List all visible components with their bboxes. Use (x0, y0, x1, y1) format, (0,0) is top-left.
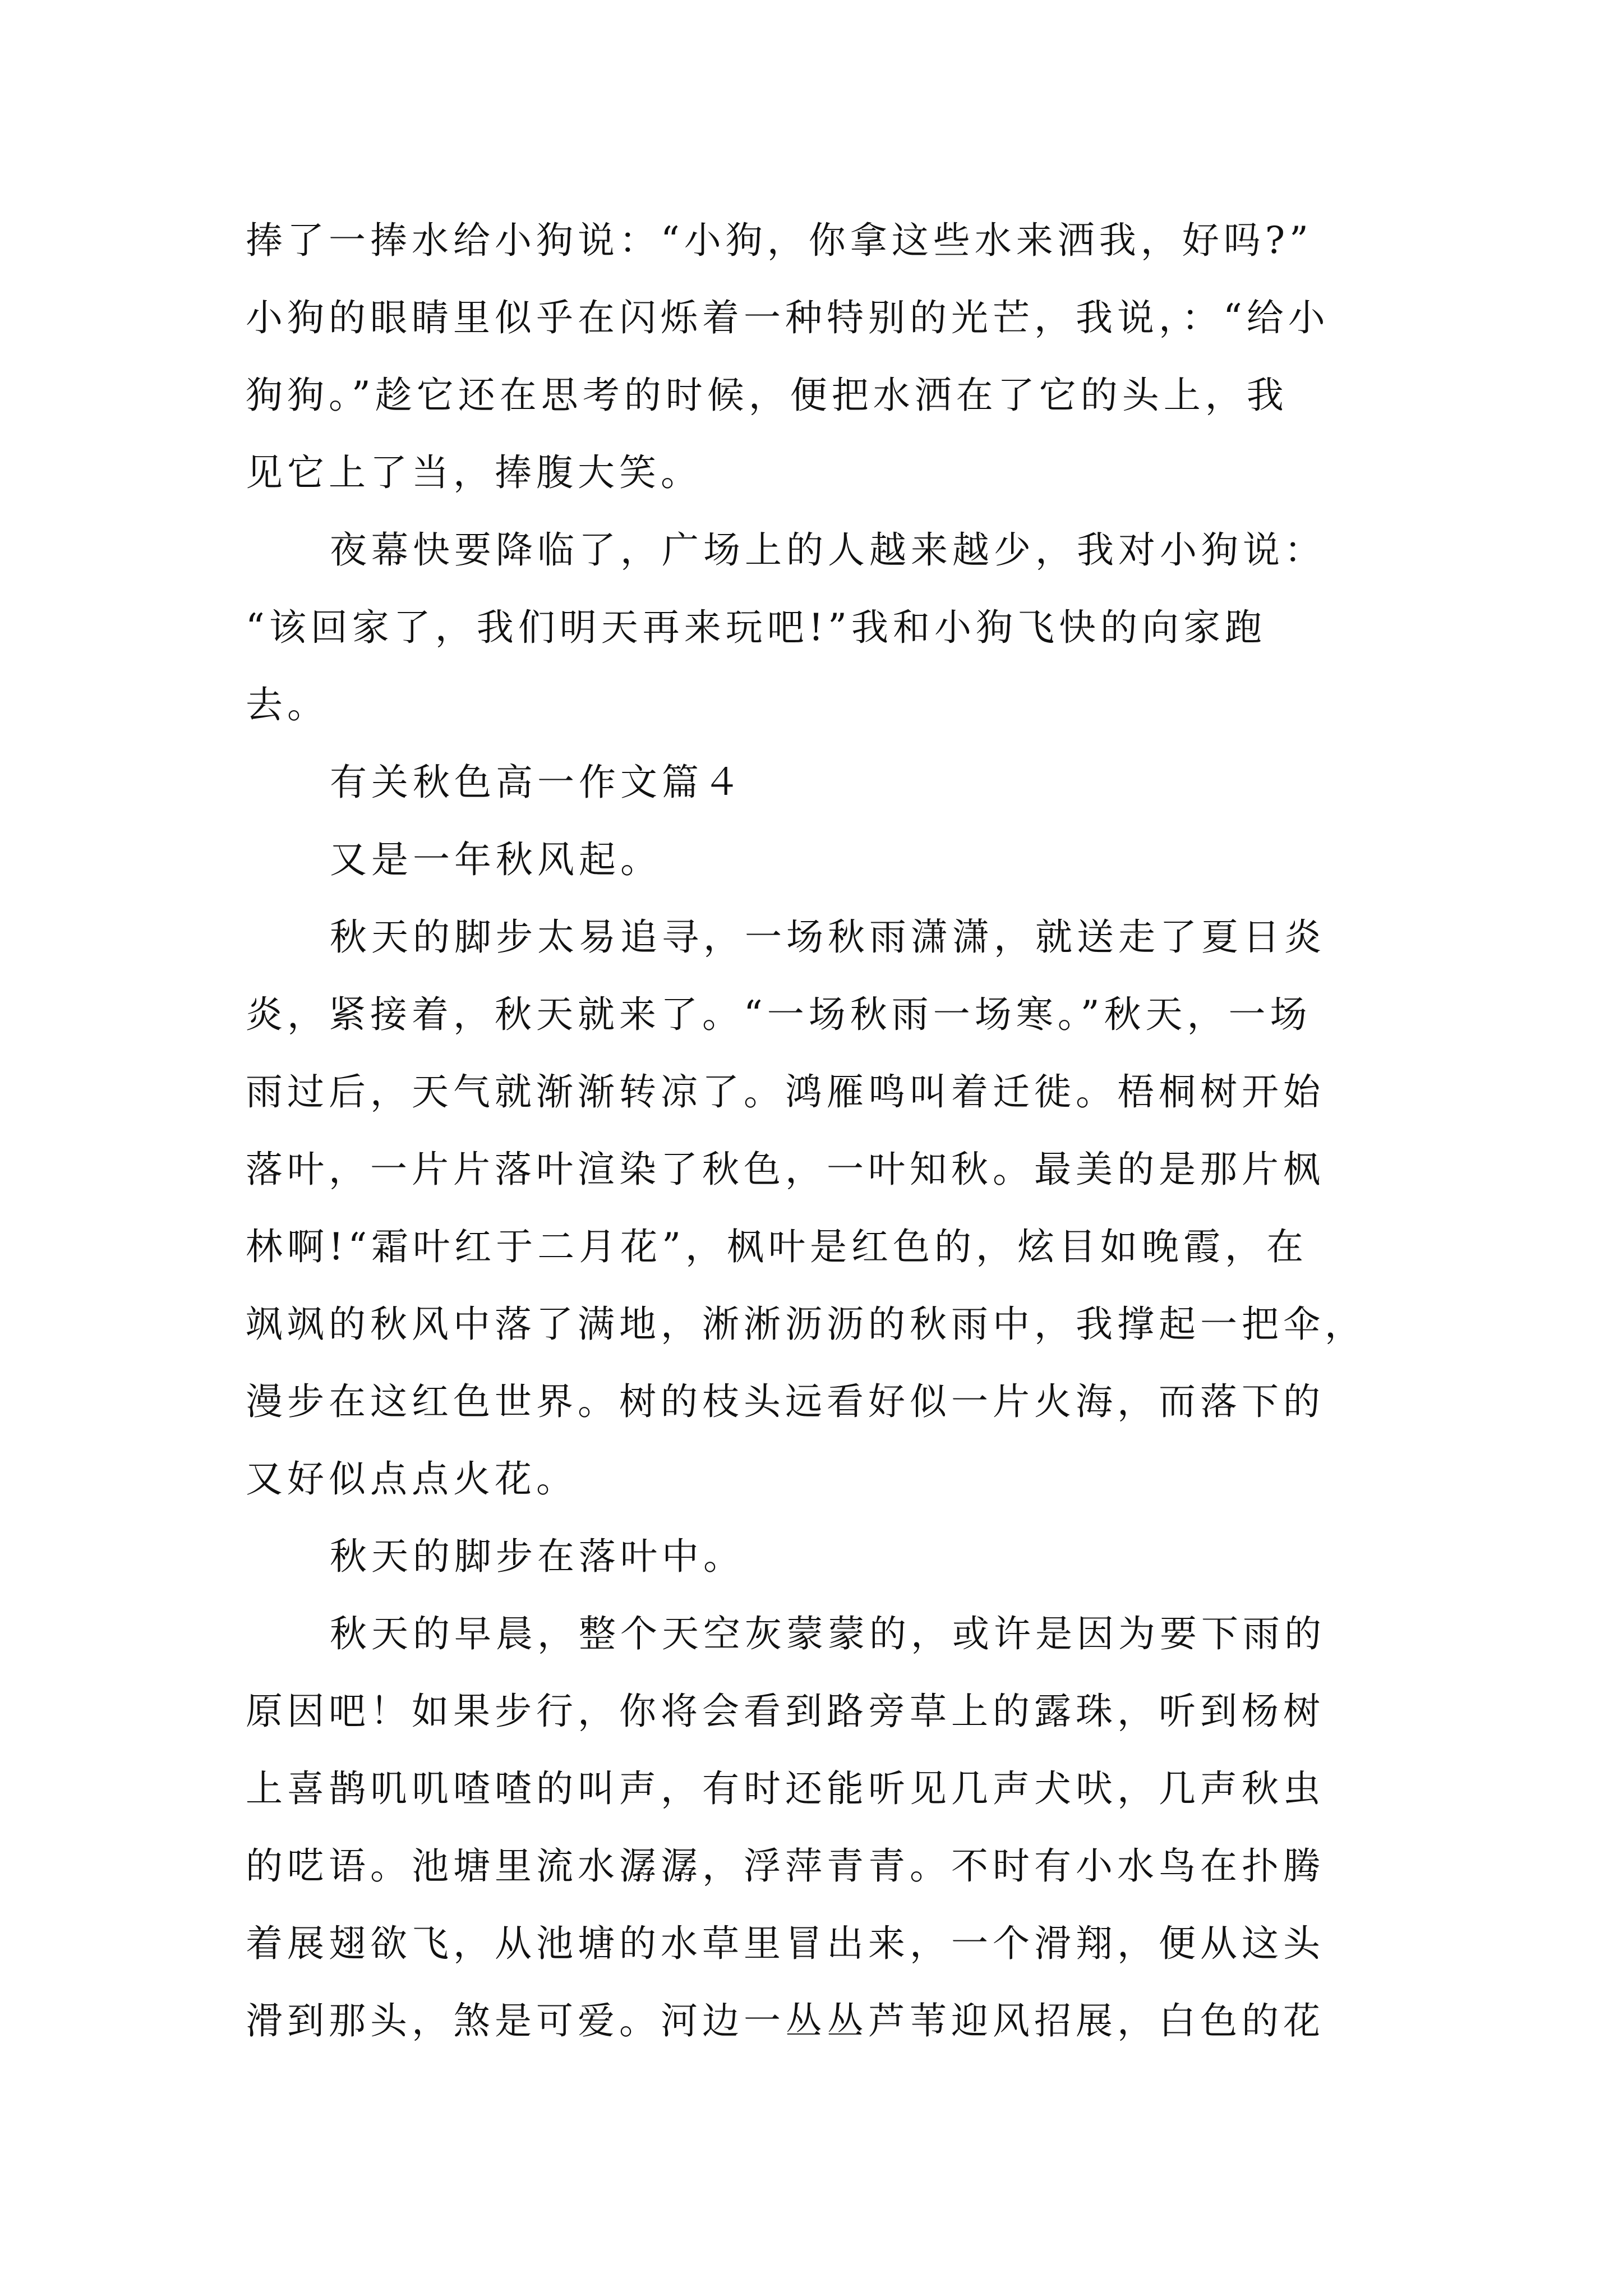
text-line: 秋天的脚步在落叶中。 (330, 1535, 745, 1578)
text-line: 雨过后，天气就渐渐转凉了。鸿雁鸣叫着迁徙。梧桐树开始 (246, 1070, 1325, 1114)
text-line: 漫步在这红色世界。树的枝头远看好似一片火海，而落下的 (246, 1380, 1325, 1423)
body-text (246, 202, 1384, 2060)
section-heading (246, 744, 1384, 821)
text-line: 着展翅欲飞，从池塘的水草里冒出来，一个滑翔，便从这头 (246, 1922, 1325, 1965)
text-line: 狗狗。”趁它还在思考的时候，便把水洒在了它的头上，我 (246, 374, 1288, 417)
heading-line: 有关秋色高一作文篇４ (330, 761, 745, 804)
text-line: “该回家了，我们明天再来玩吧!”我和小狗飞快的向家跑 (246, 606, 1267, 649)
text-line: 又是一年秋风起。 (330, 838, 662, 881)
text-line: 小狗的眼睛里似乎在闪烁着一种特别的光芒，我说，：“给小 (246, 296, 1330, 339)
paragraph-6 (246, 1595, 1384, 2060)
text-line: 飒飒的秋风中落了满地，淅淅沥沥的秋雨中，我撑起一把伞， (246, 1303, 1366, 1346)
paragraph-2 (246, 512, 1384, 744)
text-line: 落叶，一片片落叶渲染了秋色，一叶知秋。最美的是那片枫 (246, 1148, 1325, 1191)
text-line: 滑到那头，煞是可爱。河边一丛丛芦苇迎风招展，白色的花 (246, 1999, 1325, 2042)
text-line: 上喜鹊叽叽喳喳的叫声，有时还能听见几声犬吠，几声秋虫 (246, 1767, 1325, 1810)
paragraph-3 (246, 821, 1384, 899)
text-line: 的呓语。池塘里流水潺潺，浮萍青青。不时有小水鸟在扑腾 (246, 1844, 1325, 1888)
text-line: 秋天的脚步太易追寻，一场秋雨潇潇，就送走了夏日炎 (330, 915, 1326, 959)
paragraph-5 (246, 1518, 1384, 1595)
text-line: 秋天的早晨，整个天空灰蒙蒙的，或许是因为要下雨的 (330, 1612, 1326, 1655)
text-line: 炎，紧接着，秋天就来了。“一场秋雨一场寒。”秋天，一场 (246, 993, 1312, 1036)
text-line: 又好似点点火花。 (246, 1457, 578, 1501)
paragraph-4 (246, 899, 1384, 1518)
paragraph-1 (246, 202, 1384, 512)
text-line: 捧了一捧水给小狗说：“小狗，你拿这些水来洒我，好吗?” (246, 219, 1313, 262)
text-line: 夜幕快要降临了，广场上的人越来越少，我对小狗说： (330, 528, 1326, 572)
text-line: 原因吧！如果步行，你将会看到路旁草上的露珠，听到杨树 (246, 1690, 1325, 1733)
text-line: 林啊!“霜叶红于二月花”，枫叶是红色的，炫目如晚霞，在 (246, 1225, 1308, 1268)
text-line: 见它上了当，捧腹大笑。 (246, 451, 702, 494)
text-line: 去。 (246, 683, 329, 726)
